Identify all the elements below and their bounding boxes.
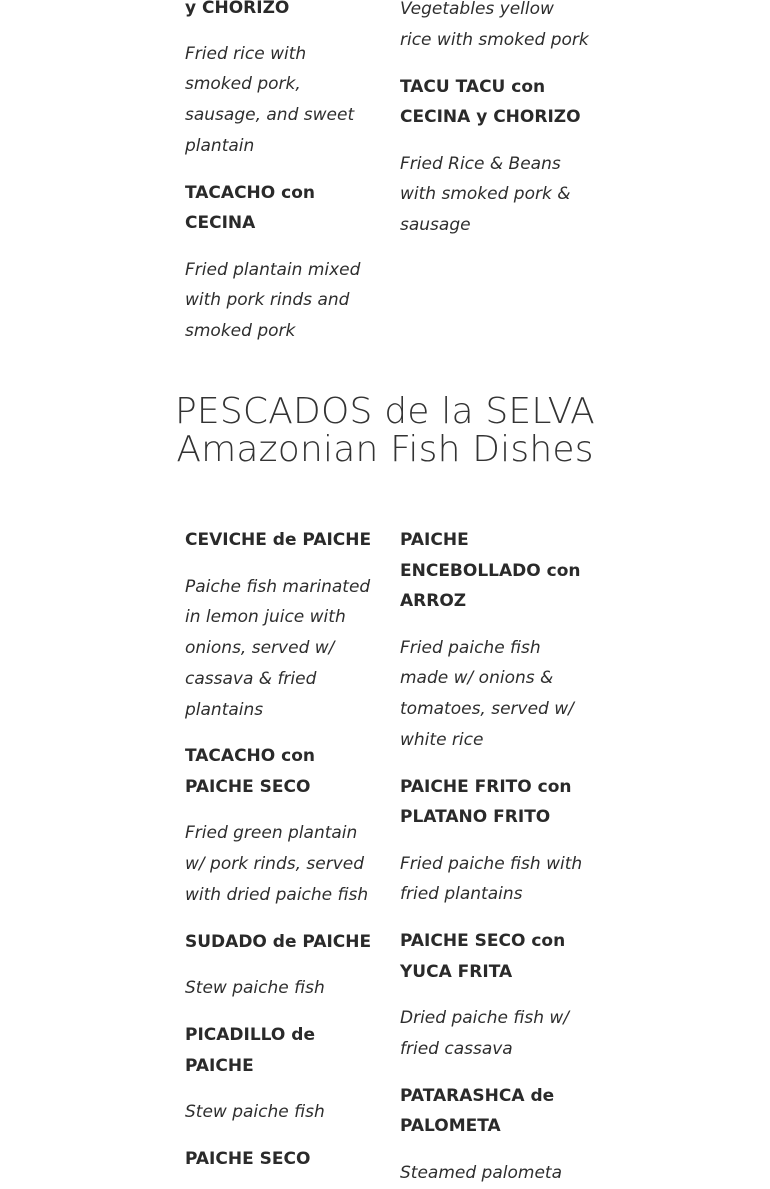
dish-description: Fried paiche fish with fried plantains <box>400 853 583 905</box>
section-title-line2: Amazonian Fish Dishes <box>176 429 594 470</box>
section-title <box>0 393 770 469</box>
dish-description: Fried Rice & Beans with smoked pork & sausage <box>400 153 571 236</box>
dish-description: Vegetables yellow rice with smoked pork <box>400 0 589 50</box>
dish-description: Stew paiche fish <box>185 1102 325 1123</box>
dish-name: PAICHE SECO con YUCA FRITA <box>400 931 566 982</box>
dish-name: PICADILLO de PAICHE <box>185 1025 315 1076</box>
fish-right-column <box>400 525 590 1189</box>
fish-left-column <box>185 525 375 1174</box>
top-left-column <box>185 0 375 347</box>
section-title-line1: PESCADOS de la SELVA <box>174 391 596 432</box>
dish-description: Fried paiche fish made w/ onions & tomatoes, served w/ white rice <box>400 637 574 750</box>
dish-name: y CHORIZO <box>185 0 290 18</box>
dish-description: Dried paiche fish w/ fried cassava <box>400 1008 570 1060</box>
dish-description: Fried rice with smoked pork, sausage, and sweet plantain <box>185 43 355 156</box>
dish-description: Fried plantain mixed with pork rinds and smoked pork <box>185 259 361 342</box>
dish-name: TACACHO con PAICHE SECO <box>185 746 315 797</box>
dish-name: CEVICHE de PAICHE <box>185 530 372 550</box>
dish-name: PAICHE SECO <box>185 1148 311 1169</box>
dish-name: TACU TACU con CECINA y CHORIZO <box>400 76 581 128</box>
dish-description: Stew paiche fish <box>185 978 325 999</box>
top-right-column <box>400 0 590 241</box>
dish-name: TACACHO con CECINA <box>185 182 315 234</box>
dish-name: SUDADO de PAICHE <box>185 931 372 952</box>
dish-name: PAICHE FRITO con PLATANO FRITO <box>400 776 572 828</box>
dish-name: PAICHE ENCEBOLLADO con ARROZ <box>400 530 581 611</box>
dish-description: Steamed palometa <box>400 1162 562 1183</box>
dish-name: PATARASHCA de PALOMETA <box>400 1085 555 1137</box>
dish-description: Paiche fish marinated in lemon juice with onions, served w/ cassava & fried plantains <box>185 576 371 720</box>
dish-description: Fried green plantain w/ pork rinds, served with dried paiche fish <box>185 823 369 906</box>
